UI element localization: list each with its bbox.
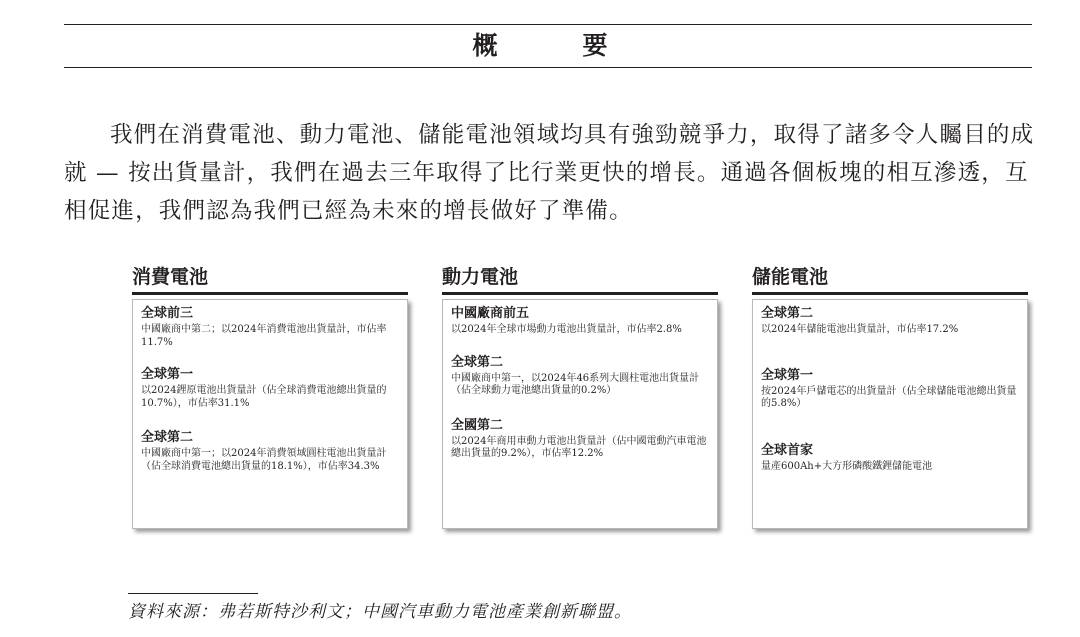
- achievement-title: 中國廠商前五: [451, 306, 530, 321]
- achievement-text: 量產600Ah+大方形磷酸鐵鋰儲能電池: [761, 460, 933, 472]
- achievement-title: 全球第一: [141, 367, 194, 382]
- achievement-title: 全球第二: [761, 306, 814, 321]
- achievement-title: 全球前三: [141, 306, 194, 321]
- achievement-entry: [451, 306, 709, 337]
- column-heading: 動力電池: [442, 264, 718, 295]
- achievement-card: [752, 299, 1028, 529]
- column-heading: 儲能電池: [752, 264, 1028, 295]
- achievement-text: 以2024年儲能電池出貨量計，市佔率17.2%: [761, 324, 959, 335]
- achievement-entry: [761, 368, 1019, 411]
- achievement-card: [132, 299, 408, 529]
- title-top-rule: [64, 24, 1032, 25]
- achievement-entry: [451, 418, 709, 461]
- achievement-entry: [451, 355, 709, 398]
- column-heading: 消費電池: [132, 264, 408, 295]
- achievement-title: 全球第一: [761, 367, 814, 383]
- achievement-title: 全國第二: [451, 417, 504, 433]
- column-storage-battery: [752, 264, 1028, 529]
- title-bottom-rule: [64, 67, 1032, 68]
- achievement-text: 以2024年商用車動力電池出貨量計（佔中國電動汽車電池總出貨量的9.2%），市佔率12.2%: [451, 435, 707, 459]
- intro-paragraph: [64, 116, 1036, 230]
- column-power-battery: [442, 264, 718, 529]
- achievement-card: [442, 299, 718, 529]
- intro-text: 我們在消費電池、動力電池、儲能電池領域均具有強勁競爭力，取得了諸多令人矚目的成就 — 按出貨量計，我們在過去三年取得了比行業更快的增長。通過各個板塊的相互滲透，互相促進，我們認為我們已經為未來的增長做好了準備。: [64, 122, 1035, 224]
- achievement-entry: [141, 430, 399, 473]
- achievement-text: 中國廠商中第一，以2024年46系列大圓柱電池出貨量計（佔全球動力電池總出貨量的0.2%）: [451, 372, 700, 396]
- achievement-text: 中國廠商中第一；以2024年消費領域圓柱電池出貨量計（佔全球消費電池總出貨量的18.1%），市佔率34.3%: [141, 448, 387, 472]
- achievement-entry: [761, 306, 1019, 337]
- achievement-entry: [141, 306, 399, 349]
- achievement-text: 以2024年全球市場動力電池出貨量計，市佔率2.8%: [451, 324, 682, 335]
- achievement-title: 全球首家: [761, 442, 814, 458]
- column-consumer-battery: [132, 264, 408, 529]
- achievement-entry: [761, 443, 1019, 474]
- achievement-text: 以2024鋰原電池出貨量計（佔全球消費電池總出貨量的10.7%），市佔率31.1%: [141, 385, 387, 409]
- achievement-title: 全球第二: [451, 354, 504, 370]
- achievement-text: 按2024年戶儲電芯的出貨量計（佔全球儲能電池總出貨量的5.8%）: [761, 385, 1017, 409]
- page-title: 概 要: [472, 31, 638, 60]
- source-note: 資料來源：弗若斯特沙利文；中國汽車動力電池產業創新聯盟。: [128, 602, 632, 622]
- achievement-entry: [141, 367, 399, 410]
- achievement-title: 全球第二: [141, 430, 194, 445]
- footnote-rule: [128, 593, 258, 594]
- achievement-text: 中國廠商中第二；以2024年消費電池出貨量計，市佔率11.7%: [141, 324, 387, 348]
